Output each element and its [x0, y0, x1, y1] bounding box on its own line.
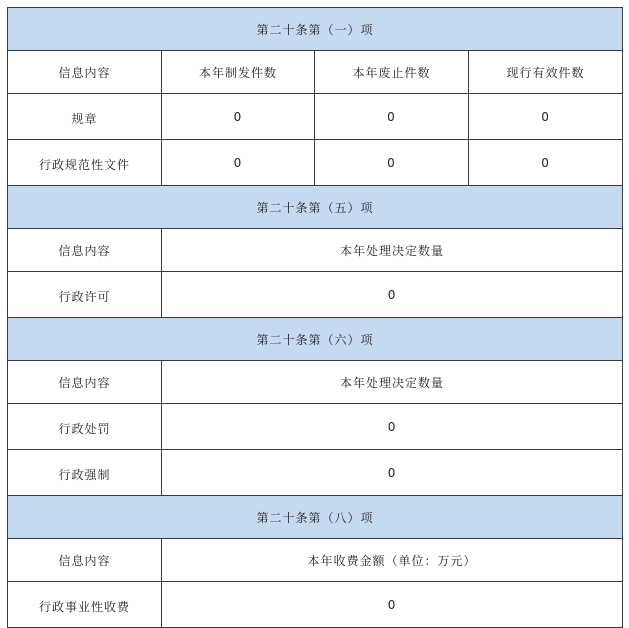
- column-header-issued: 本年制发件数: [162, 51, 315, 94]
- table-row: [8, 94, 623, 140]
- row-label: 行政规范性文件: [8, 140, 162, 186]
- section-header-2: [8, 186, 623, 229]
- section-title: 第二十条第（六）项: [8, 318, 623, 361]
- section-header-3: [8, 318, 623, 361]
- row-label: 行政事业性收费: [8, 582, 162, 628]
- cell-value: 0: [162, 582, 623, 628]
- table-row: [8, 404, 623, 450]
- table-row: [8, 450, 623, 496]
- column-header-decisions: 本年处理决定数量: [162, 229, 623, 272]
- cell-value: 0: [162, 272, 623, 318]
- column-header-row: [8, 539, 623, 582]
- column-header-valid: 现行有效件数: [469, 51, 623, 94]
- disclosure-table: [7, 7, 623, 628]
- column-header-info: 信息内容: [8, 51, 162, 94]
- column-header-row: [8, 361, 623, 404]
- cell-value: 0: [162, 404, 623, 450]
- section-title: 第二十条第（五）项: [8, 186, 623, 229]
- row-label: 规章: [8, 94, 162, 140]
- cell-value: 0: [162, 450, 623, 496]
- cell-value: 0: [162, 94, 315, 140]
- column-header-info: 信息内容: [8, 539, 162, 582]
- row-label: 行政处罚: [8, 404, 162, 450]
- table-row: [8, 140, 623, 186]
- column-header-info: 信息内容: [8, 229, 162, 272]
- column-header-repealed: 本年废止件数: [315, 51, 469, 94]
- cell-value: 0: [469, 140, 623, 186]
- section-title: 第二十条第（一）项: [8, 8, 623, 51]
- row-label: 行政强制: [8, 450, 162, 496]
- row-label: 行政许可: [8, 272, 162, 318]
- section-header-4: [8, 496, 623, 539]
- column-header-row: [8, 229, 623, 272]
- column-header-decisions: 本年处理决定数量: [162, 361, 623, 404]
- section-header-1: [8, 8, 623, 51]
- column-header-info: 信息内容: [8, 361, 162, 404]
- table-row: [8, 272, 623, 318]
- cell-value: 0: [315, 140, 469, 186]
- section-title: 第二十条第（八）项: [8, 496, 623, 539]
- column-header-fees: 本年收费金额（单位：万元）: [162, 539, 623, 582]
- cell-value: 0: [315, 94, 469, 140]
- table-row: [8, 582, 623, 628]
- column-header-row: [8, 51, 623, 94]
- cell-value: 0: [162, 140, 315, 186]
- cell-value: 0: [469, 94, 623, 140]
